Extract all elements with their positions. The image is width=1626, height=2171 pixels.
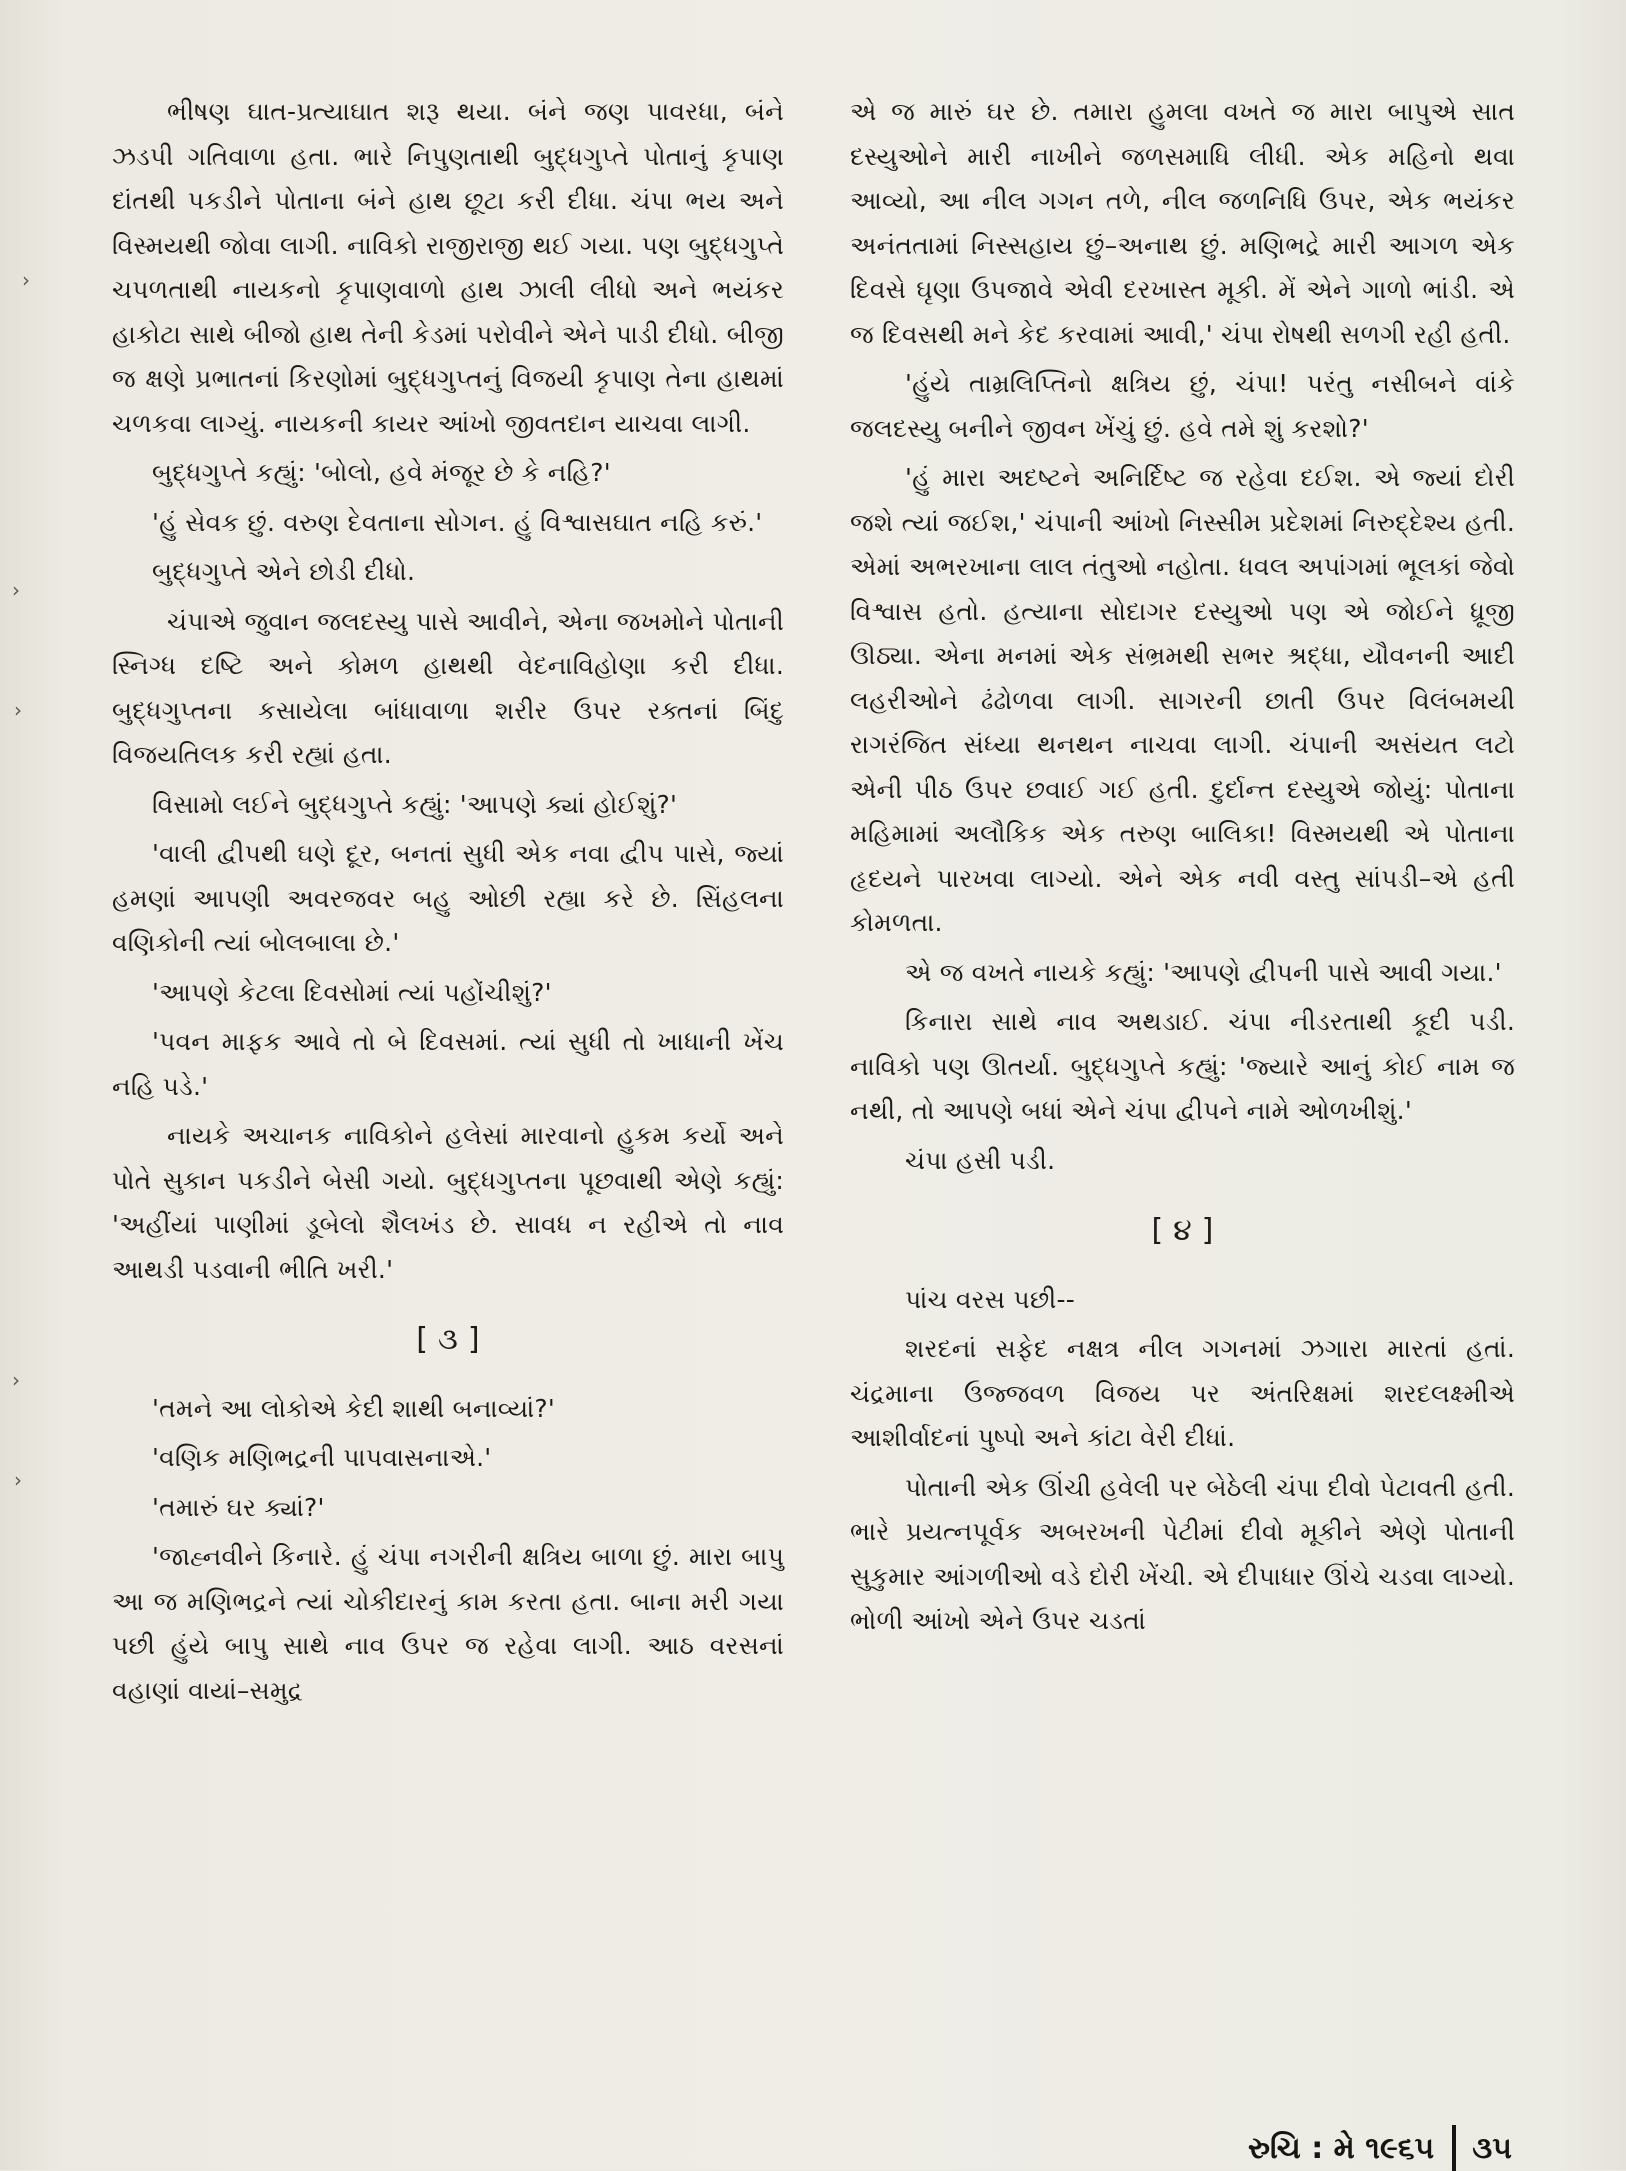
- paragraph: પાંચ વરસ પછી--: [905, 1284, 1075, 1314]
- section-heading: [ ૪ ]: [1151, 1213, 1214, 1248]
- paragraph: 'તમને આ લોકોએ કેદી શાથી બનાવ્યાં?': [152, 1393, 555, 1423]
- paragraph: 'વણિક મણિભદ્રની પાપવાસનાએ.': [152, 1443, 492, 1472]
- section-heading: [ ૩ ]: [416, 1322, 480, 1357]
- paragraph: 'હું મારા અદષ્ટને અનિર્દિષ્ટ જ રહેવા દઈશ. એ જ્યાં દોરી જશે ત્યાં જઈશ,' ચંપાની આંખો નિસ્સીમ પ્રદેશમાં નિરુદ્દેશ્ય હતી. એમાં અભરખાના લાલ તંતુઓ નહોતા. ધવલ અપાંગમાં ભૂલકાં જેવો વિશ્વાસ હતો. હત્યાના સોદાગર દસ્યુઓ પણ એ જોઈને ધ્રૂજી ઊઠ્યા. એના મનમાં એક સંભ્રમથી સભર શ્રદ્ધા, યૌવનની આદી લહરીઓને ઢંઢોળવા લાગી. સાગરની છાતી ઉપર વિલંબમયી રાગરંજિત સંધ્યા થનથન નાચવા લાગી. ચંપાની અસંયત લટો એની પીઠ ઉપર છવાઈ ગઈ હતી. દુર્દાન્ત દસ્યુએ જોયું: પોતાના મહિમામાં અલૌકિક એક તરુણ બાલિકા! વિસ્મયથી એ પોતાના હૃદયને પારખવા લાગ્યો. એને એક નવી વસ્તુ સાંપડી–એ હતી કોમળતા.: [850, 463, 1515, 937]
- paragraph: 'આપણે કેટલા દિવસોમાં ત્યાં પહોંચીશું?': [152, 977, 552, 1007]
- paragraph: એ જ મારું ઘર છે. તમારા હુમલા વખતે જ મારા બાપુએ સાત દસ્યુઓને મારી નાખીને જળસમાધિ લીધી. એક મહિનો થવા આવ્યો, આ નીલ ગગન તળે, નીલ જળનિધિ ઉપર, એક ભયંકર અનંતતામાં નિસ્સહાય છું–અનાથ છું. મણિભદ્રે મારી આગળ એક દિવસે ઘૃણા ઉપજાવે એવી દરખાસ્ત મૂકી. મેં એને ગાળો ભાંડી. એ જ દિવસથી મને કેદ કરવામાં આવી,' ચંપા રોષથી સળગી રહી હતી.: [850, 97, 1515, 349]
- binding-mark: ›: [14, 1468, 22, 1492]
- magazine-issue: રુચિ : મે ૧૯૬૫: [1248, 2130, 1435, 2166]
- binding-mark: ›: [12, 578, 20, 602]
- paragraph: 'પવન માફક આવે તો બે દિવસમાં. ત્યાં સુધી તો ખાધાની ખેંચ નહિ પડે.': [112, 1027, 784, 1101]
- paragraph: 'વાલી દ્વીપથી ઘણે દૂર, બનતાં સુધી એક નવા દ્વીપ પાસે, જ્યાં હમણાં આપણી અવરજવર બહુ ઓછી રહ્યા કરે છે. સિંહલના વણિકોની ત્યાં બોલબાલા છે.': [112, 839, 784, 957]
- paragraph: વિસામો લઈને બુદ્ધગુપ્તે કહ્યું: 'આપણે ક્યાં હોઈશું?': [152, 789, 678, 819]
- paragraph: પોતાની એક ઊંચી હવેલી પર બેઠેલી ચંપા દીવો પેટાવતી હતી. ભારે પ્રયત્નપૂર્વક અબરખની પેટીમાં દીવો મૂકીને એણે પોતાની સુકુમાર આંગળીઓ વડે દોરી ખેંચી. એ દીપાધાર ઊંચે ચડવા લાગ્યો. ભોળી આંખો એને ઉપર ચડતાં: [850, 1472, 1515, 1635]
- paragraph: 'તમારું ઘર ક્યાં?': [152, 1492, 325, 1522]
- binding-mark: ›: [22, 268, 30, 292]
- paragraph: ભીષણ ઘાત-પ્રત્યાઘાત શરૂ થયા. બંને જણ પાવરધા, બંને ઝડપી ગતિવાળા હતા. ભારે નિપુણતાથી બુદ્ધગુપ્તે પોતાનું કૃપાણ દાંતથી પકડીને પોતાના બંને હાથ છૂટા કરી દીધા. ચંપા ભય અને વિસ્મયથી જોવા લાગી. નાવિકો રાજીરાજી થઈ ગયા. પણ બુદ્ધગુપ્તે ચપળતાથી નાયકનો કૃપાણવાળો હાથ ઝાલી લીધો અને ભયંકર હાકોટા સાથે બીજો હાથ તેની કેડમાં પરોવીને એને પાડી દીધો. બીજી જ ક્ષણે પ્રભાતનાં કિરણોમાં બુદ્ધગુપ્તનું વિજયી કૃપાણ તેના હાથમાં ચળકવા લાગ્યું. નાયકની કાયર આંખો જીવતદાન યાચવા લાગી.: [112, 97, 784, 438]
- footer-divider: [1452, 2125, 1456, 2171]
- paragraph: 'જાહ્નવીને કિનારે. હું ચંપા નગરીની ક્ષત્રિય બાળા છું. મારા બાપુ આ જ મણિભદ્રને ત્યાં ચોકીદારનું કામ કરતા હતા. બાના મરી ગયા પછી હુંયે બાપુ સાથે નાવ ઉપર જ રહેવા લાગી. આઠ વરસનાં વહાણાં વાયાં–સમુદ્ર: [112, 1542, 784, 1705]
- paragraph: શરદનાં સફેદ નક્ષત્ર નીલ ગગનમાં ઝગારા મારતાં હતાં. ચંદ્રમાના ઉજ્જવળ વિજય પર અંતરિક્ષમાં શરદલક્ષ્મીએ આશીર્વાદનાં પુષ્પો અને કાંટા વેરી દીધાં.: [850, 1334, 1515, 1452]
- paragraph: ચંપા હસી પડી.: [905, 1145, 1056, 1175]
- page-footer: [1248, 2128, 1512, 2168]
- paragraph: બુદ્ધગુપ્તે એને છોડી દીધો.: [152, 557, 416, 586]
- paragraph: કિનારા સાથે નાવ અથડાઈ. ચંપા નીડરતાથી કૂદી પડી. નાવિકો પણ ઊતર્યા. બુદ્ધગુપ્તે કહ્યું: 'જ્યારે આનું કોઈ નામ જ નથી, તો આપણે બધાં એને ચંપા દ્વીપને નામે ઓળખીશું.': [850, 1007, 1515, 1125]
- paragraph: બુદ્ધગુપ્તે કહ્યું: 'બોલો, હવે મંજૂર છે કે નહિ?': [152, 458, 611, 487]
- right-column: [850, 90, 1515, 1649]
- binding-mark: ›: [14, 698, 22, 722]
- left-column: [112, 90, 784, 1718]
- paragraph: 'હું સેવક છું. વરુણ દેવતાના સોગન. હું વિશ્વાસઘાત નહિ કરું.': [152, 507, 763, 537]
- binding-mark: ›: [12, 1368, 20, 1392]
- paragraph: ચંપાએ જુવાન જલદસ્યુ પાસે આવીને, એના જખમોને પોતાની સ્નિગ્ધ દષ્ટિ અને કોમળ હાથથી વેદનાવિહોણા કરી દીધા. બુદ્ધગુપ્તના કસાયેલા બાંધાવાળા શરીર ઉપર રક્તનાં બિંદુ વિજયતિલક કરી રહ્યાં હતા.: [112, 606, 784, 769]
- page-number: ૩૫: [1472, 2130, 1512, 2166]
- paragraph: નાયકે અચાનક નાવિકોને હલેસાં મારવાનો હુકમ કર્યો અને પોતે સુકાન પકડીને બેસી ગયો. બુદ્ધગુપ્તના પૂછવાથી એણે કહ્યું: 'અહીંયાં પાણીમાં ડૂબેલો શૈલખંડ છે. સાવધ ન રહીએ તો નાવ આથડી પડવાની ભીતિ ખરી.': [112, 1121, 784, 1284]
- paragraph: એ જ વખતે નાયકે કહ્યું: 'આપણે દ્વીપની પાસે આવી ગયા.': [905, 957, 1502, 987]
- paragraph: 'હુંયે તામ્રલિપ્તિનો ક્ષત્રિય છું, ચંપા! પરંતુ નસીબને વાંકે જલદસ્યુ બનીને જીવન ખેંચું છું. હવે તમે શું કરશો?': [850, 369, 1515, 443]
